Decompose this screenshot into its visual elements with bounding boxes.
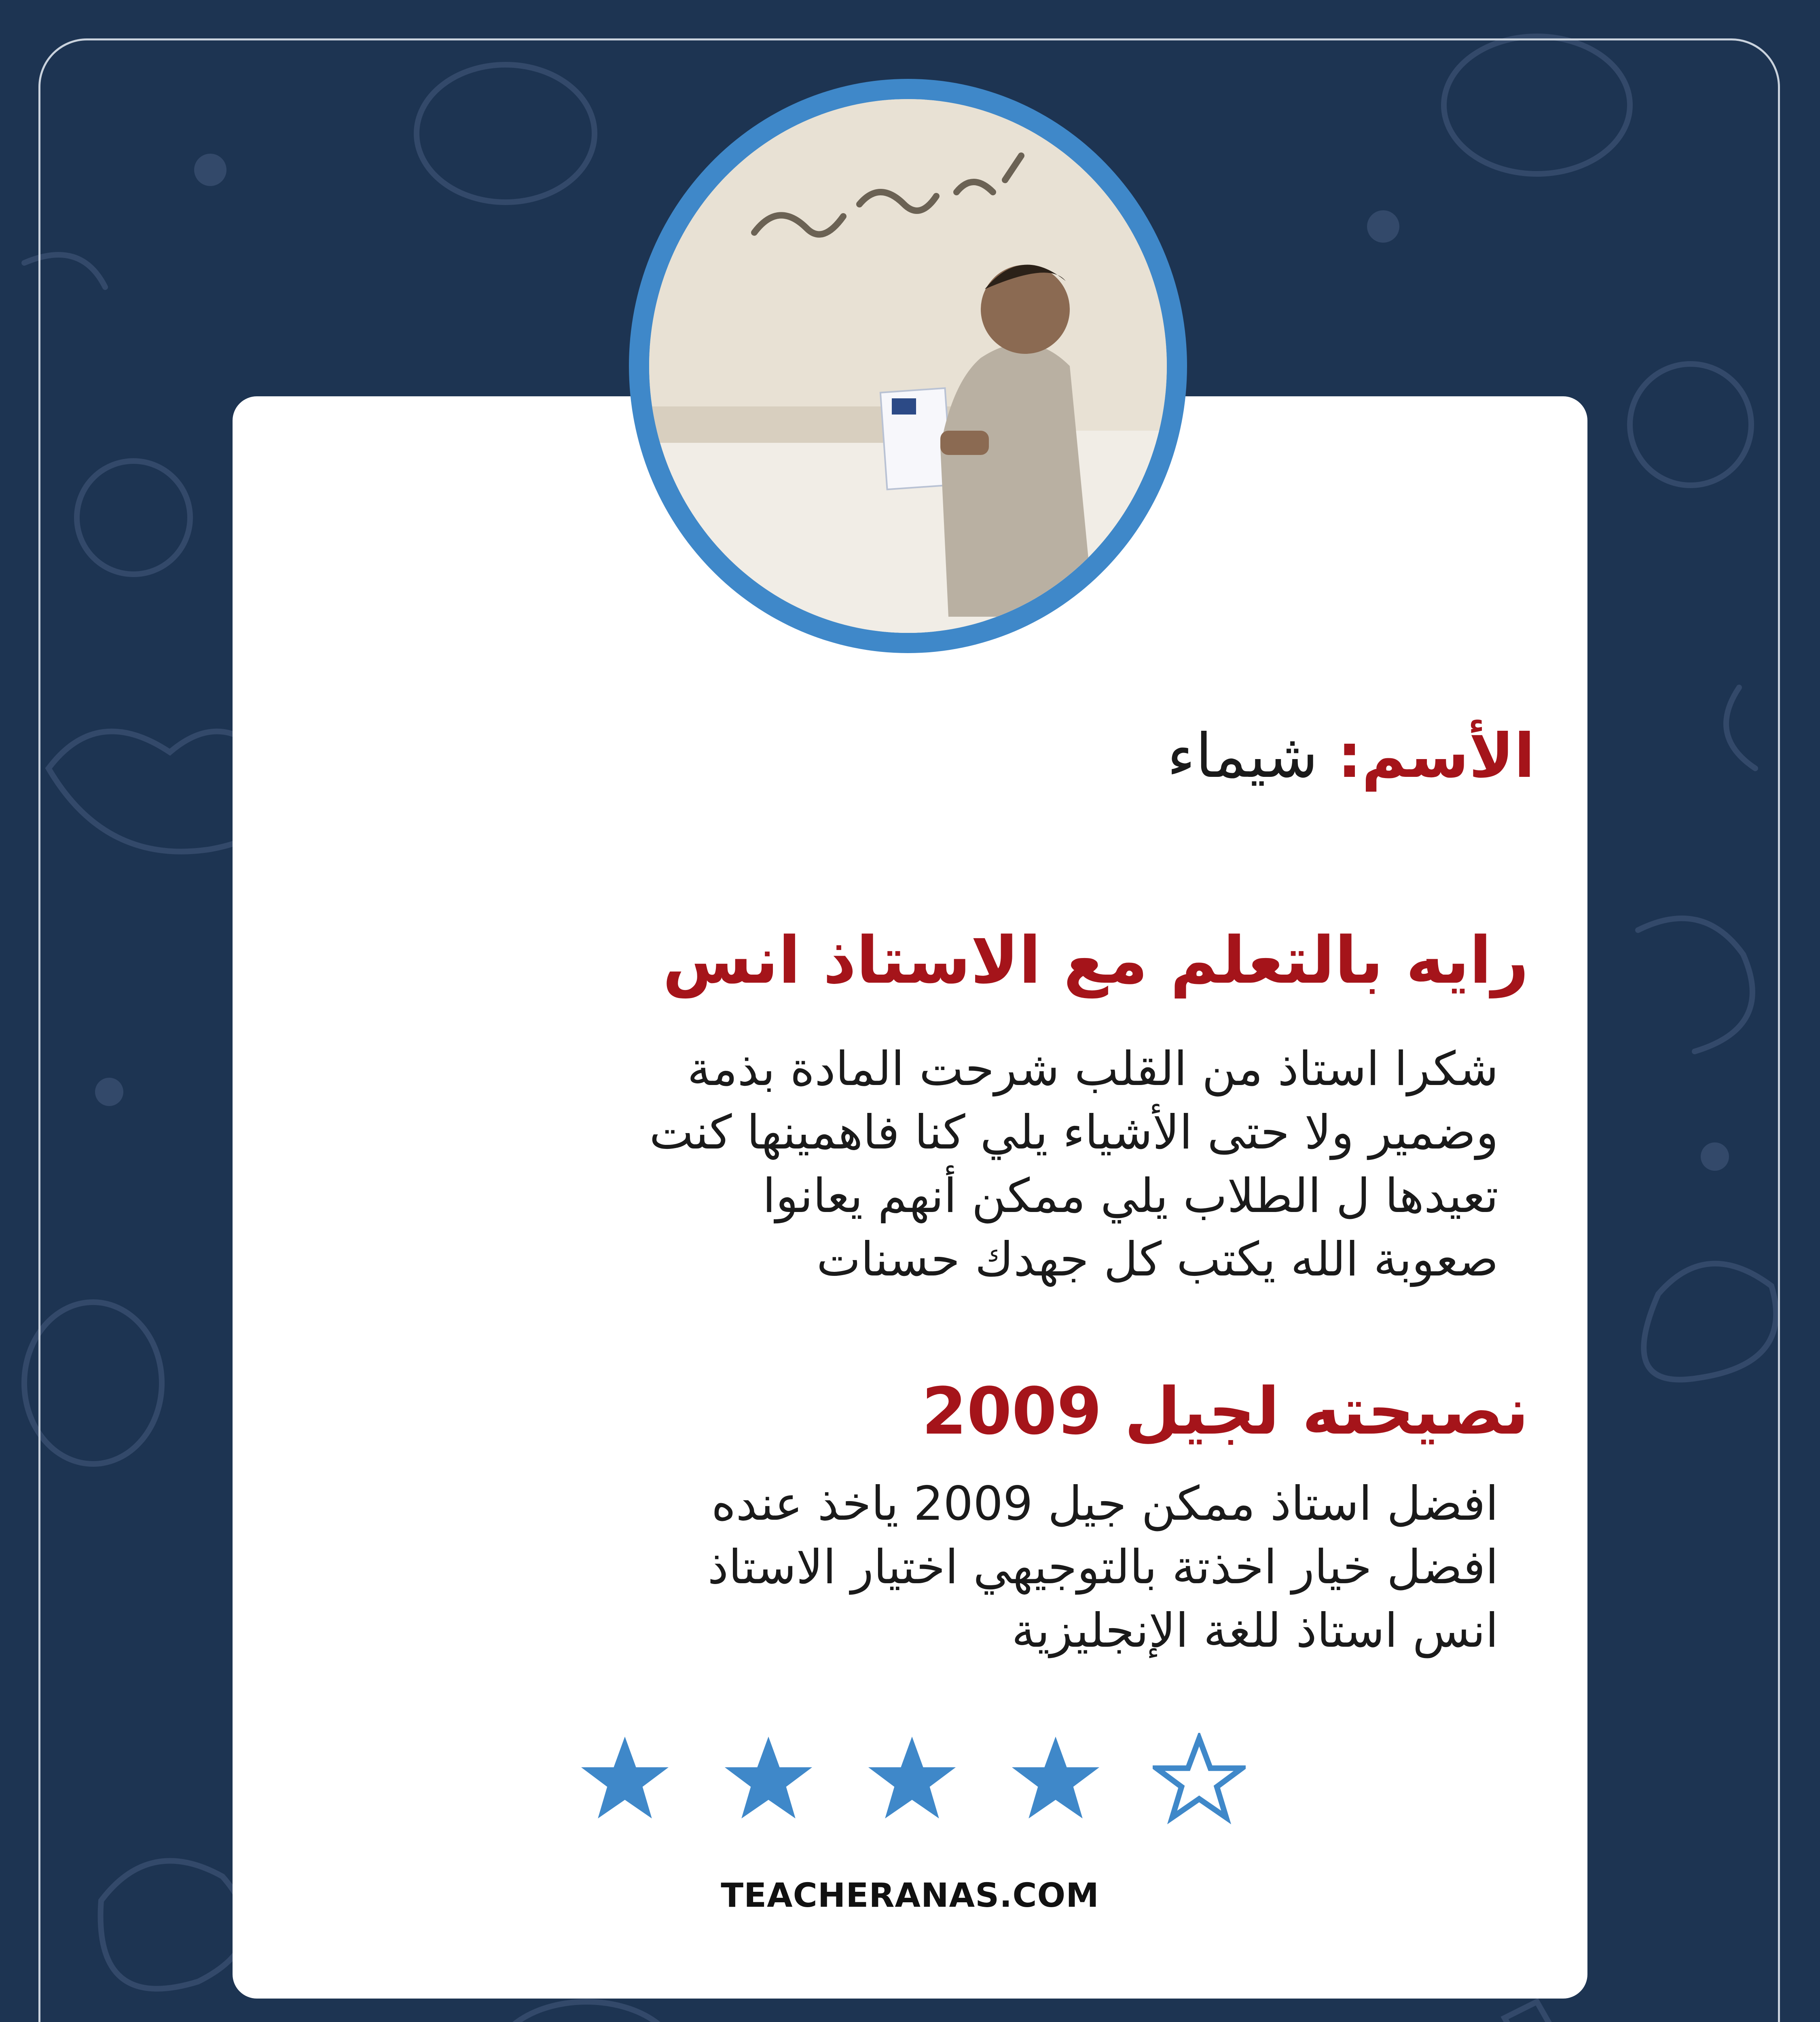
- opinion-heading: رايه بالتعلم مع الاستاذ انس: [662, 922, 1529, 998]
- star-outline-icon: [1153, 1733, 1246, 1826]
- rating-stars: [578, 1733, 1250, 1830]
- student-name-line: [362, 720, 1535, 793]
- advice-heading: نصيحته لجيل 2009: [922, 1373, 1529, 1449]
- website-url: TEACHERANAS.COM: [721, 1876, 1099, 1915]
- star-filled-icon: [578, 1733, 671, 1826]
- student-name: شيماء: [1167, 721, 1318, 791]
- profile-photo: [649, 99, 1167, 633]
- name-label: الأسم:: [1337, 721, 1535, 791]
- star-filled-icon: [1009, 1733, 1102, 1826]
- profile-photo-ring: [629, 79, 1187, 653]
- teacher-photo-illustration: [649, 99, 1167, 633]
- star-filled-icon: [866, 1733, 959, 1826]
- star-filled-icon: [722, 1733, 815, 1826]
- advice-text: افضل استاذ ممكن جيل 2009 ياخذ عنده افضل خيار اخذتة بالتوجيهي اختيار الاستاذ انس استاذ للغة الإنجليزية: [707, 1476, 1498, 1658]
- opinion-text: شكرا استاذ من القلب شرحت المادة بذمة وضمير ولا حتى الأشياء يلي كنا فاهمينها كنت تعيدها ل الطلاب يلي ممكن أنهم يعانوا صعوبة الله يكتب كل جهدك حسنات: [649, 1042, 1498, 1287]
